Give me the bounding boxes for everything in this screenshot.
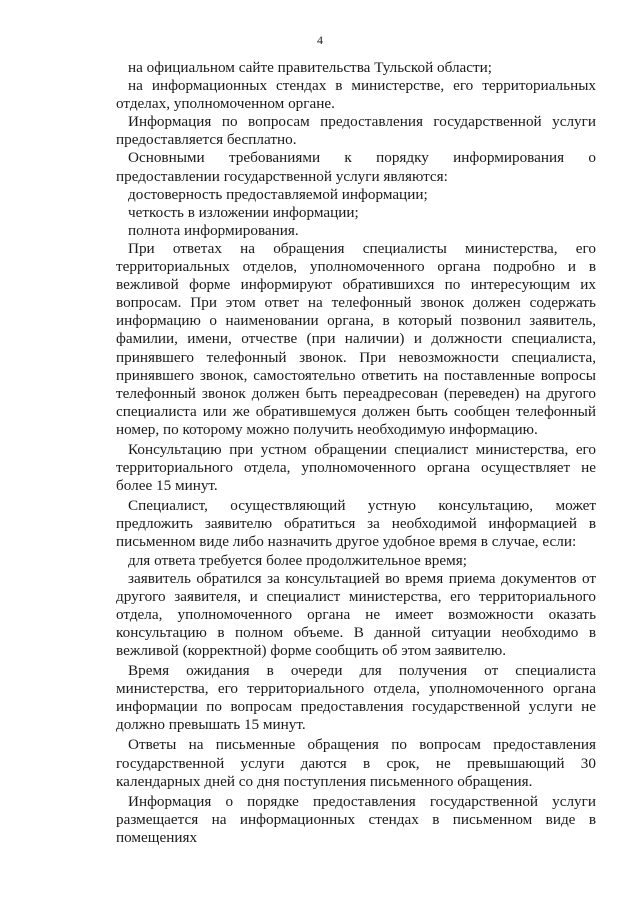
paragraph-7: полнота информирования.: [128, 221, 299, 239]
paragraph-14: Ответы на письменные обращения по вопросам предоставления государственной услуги даются в срок, не превышающий 30 календарных дней со дня поступления письменного обращения.: [116, 736, 596, 790]
page-number: 4: [317, 33, 323, 47]
paragraph-11: для ответа требуется более продолжительное время;: [128, 551, 467, 569]
paragraph-13: Время ожидания в очереди для получения от специалиста министерства, его территориального отдела, уполномоченного органа информации по вопросам предоставления государственной услуги не должно превышать 15 минут.: [116, 662, 596, 734]
paragraph-15: Информация о порядке предоставления государственной услуги размещается на информационных стендах в письменном виде в помещениях: [116, 792, 596, 846]
paragraph-1: на официальном сайте правительства Тульской области;: [128, 59, 493, 76]
paragraph-6: четкость в изложении информации;: [128, 203, 359, 221]
document-body: [116, 59, 596, 847]
paragraph-12: заявитель обратился за консультацией во время приема документов от другого заявителя, и специалист министерства, его территориального отдела, уполномоченного органа не имеет возможности оказать консультацию в полном объеме. В данной ситуации необходимо в вежливой (корректной) форме сообщить об этом заявителю.: [116, 569, 596, 659]
paragraph-8: При ответах на обращения специалисты министерства, его территориальных отделов, уполномоченного органа подробно и в вежливой форме информируют обратившихся по интересующим их вопросам. При этом ответ на телефонный звонок должен содержать информацию о наименовании органа, в который позвонил заявитель, фамилии, имени, отчестве (при наличии) и должности специалиста, принявшего телефонный звонок. При невозможности специалиста, принявшего звонок, самостоятельно ответить на поставленные вопросы телефонный звонок должен быть переадресован (переведен) на другого специалиста или же обратившемуся должен быть сообщен телефонный номер, по которому можно получить необходимую информацию.: [116, 239, 596, 438]
paragraph-9: Консультацию при устном обращении специалист министерства, его территориального отдела, уполномоченного органа осуществляет не более 15 минут.: [116, 440, 596, 495]
paragraph-2: на информационных стендах в министерстве, его территориальных отделах, уполномоченном органе.: [116, 77, 596, 113]
paragraph-10: Специалист, осуществляющий устную консультацию, может предложить заявителю обратиться за необходимой информацией в письменном виде либо назначить другое удобное время в случае, если:: [116, 497, 596, 551]
paragraph-5: достоверность предоставляемой информации;: [128, 185, 428, 203]
paragraph-3: Информация по вопросам предоставления государственной услуги предоставляется бесплатно.: [116, 113, 596, 149]
paragraph-4: Основными требованиями к порядку информирования о предоставлении государственной услуги являются:: [116, 149, 596, 185]
